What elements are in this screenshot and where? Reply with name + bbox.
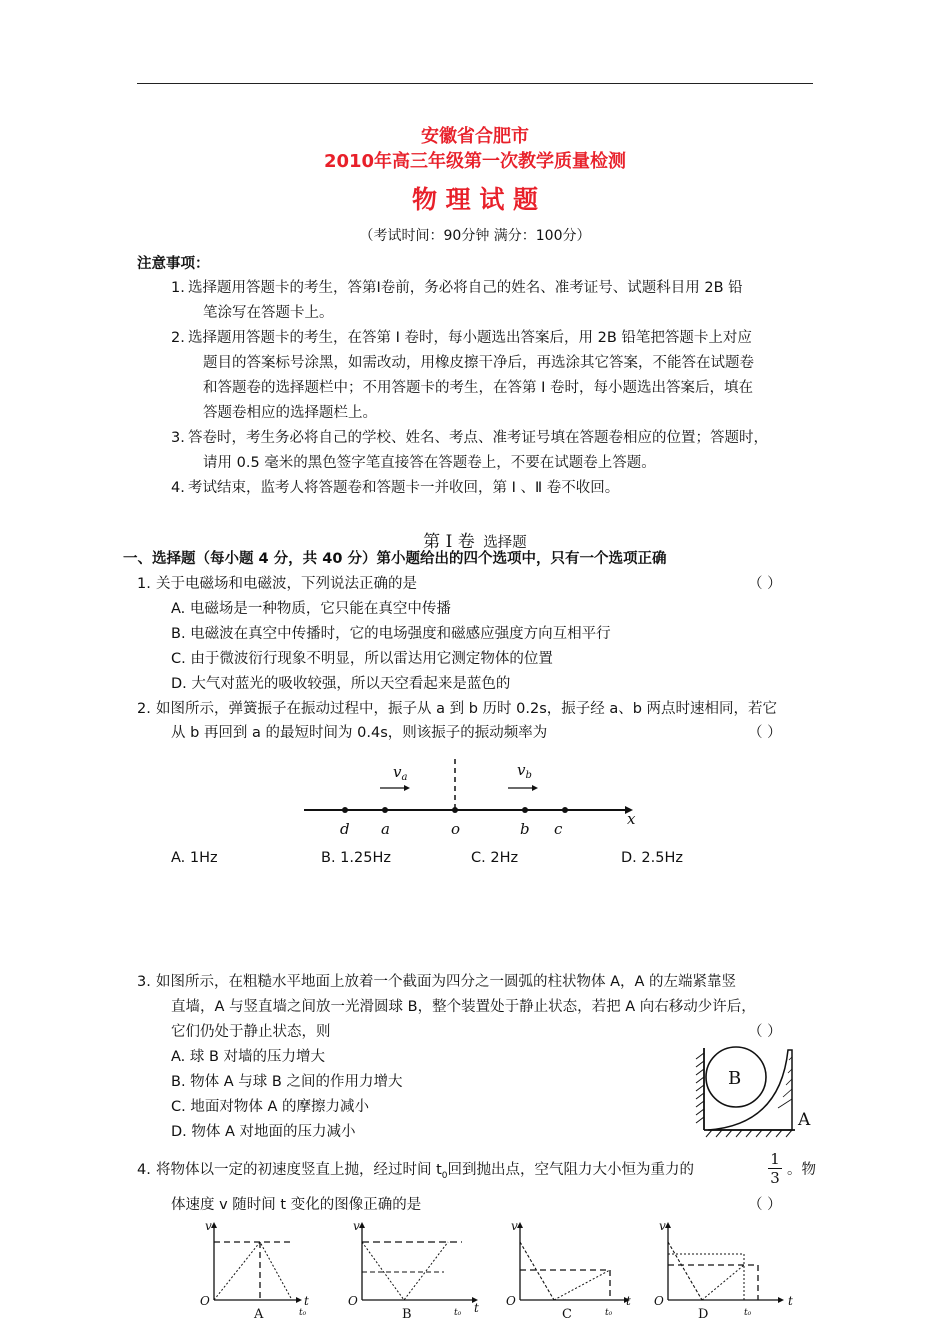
notice-text: 选择题用答题卡的考生，在答第 Ⅰ 卷时，每小题选出答案后，用 2B 铅笔把答题卡上对应 <box>188 330 752 346</box>
velocity-a-label: $v_a$ <box>393 763 408 783</box>
option-b: B. 物体 A 与球 B 之间的作用力增大 <box>171 1074 403 1090</box>
graph-d <box>650 1220 800 1320</box>
graph-label: D <box>698 1307 709 1320</box>
option-d: D. 2.5Hz <box>621 850 683 866</box>
question-stem: 如图所示，弹簧振子在振动过程中，振子从 a 到 b 历时 0.2s，振子经 a、b 两点时速相同，若它 <box>156 701 778 717</box>
axis-t-label: t <box>474 1301 479 1315</box>
option-a: A. 电磁场是一种物质，它只能在真空中传播 <box>171 601 451 617</box>
t0-label: t₀ <box>299 1308 307 1318</box>
question-number: 4. <box>137 1162 151 1178</box>
notice-number: 2. <box>171 330 185 346</box>
origin-label: O <box>506 1294 516 1308</box>
option-b: B. 电磁波在真空中传播时，它的电场强度和磁感应强度方向互相平行 <box>171 626 611 642</box>
fraction-one-third <box>768 1150 782 1187</box>
option-c: C. 由于微波衍行现象不明显，所以雷达用它测定物体的位置 <box>171 651 553 667</box>
oscillator-figure <box>300 755 645 840</box>
ball-b-label: B <box>728 1068 742 1089</box>
question-stem: 如图所示，在粗糙水平地面上放着一个截面为四分之一圆弧的柱状物体 A，A 的左端紧靠竖 <box>156 974 737 990</box>
section-title-main: 第 Ⅰ 卷 <box>423 532 475 552</box>
fraction-numerator: 1 <box>770 1150 780 1168</box>
axis-x-label: x <box>627 810 636 828</box>
notice-number: 3. <box>171 430 185 446</box>
axis-t-label: t <box>304 1294 309 1308</box>
option-d: D. 物体 A 对地面的压力减小 <box>171 1124 356 1140</box>
graph-b <box>344 1220 484 1320</box>
answer-blank[interactable]: （ ） <box>748 725 782 741</box>
option-c: C. 地面对物体 A 的摩擦力减小 <box>171 1099 369 1115</box>
header-rule <box>137 83 813 84</box>
question-number: 1. <box>137 576 151 592</box>
graph-a <box>196 1220 326 1320</box>
page-title: 物 理 试 题 <box>411 185 539 214</box>
origin-label: O <box>200 1294 210 1308</box>
t0-label: t₀ <box>605 1308 613 1318</box>
option-b: B. 1.25Hz <box>321 850 391 866</box>
notice-heading: 注意事项： <box>137 256 210 272</box>
exam-info: （考试时间：90分钟 满分：100分） <box>359 228 591 244</box>
graph-c <box>502 1220 637 1320</box>
axis-t-label: t <box>626 1294 631 1308</box>
question-stem-end: 。物 <box>787 1162 816 1178</box>
axis-v-label: v <box>659 1220 666 1233</box>
answer-blank[interactable]: （ ） <box>748 576 782 592</box>
axis-v-label: v <box>353 1220 360 1233</box>
notice-text: 答卷时，考生务必将自己的学校、姓名、考点、准考证号填在答题卷相应的位置；答题时， <box>188 430 768 446</box>
graph-label: A <box>254 1307 264 1320</box>
fraction-denominator: 3 <box>768 1168 782 1187</box>
axis-v-label: v <box>205 1220 212 1233</box>
option-a: A. 1Hz <box>171 850 218 866</box>
notice-text: 请用 0.5 毫米的黑色签字笔直接答在答题卷上，不要在试题卷上答题。 <box>203 455 656 471</box>
notice-text: 题目的答案标号涂黑，如需改动，用橡皮擦干净后，再选涂其它答案，不能答在试题卷 <box>203 355 754 371</box>
point-b-label: b <box>520 820 530 838</box>
section-instruction: 一、选择题（每小题 4 分，共 40 分）第小题给出的四个选项中，只有一个选项正确 <box>123 551 667 567</box>
t0-label: t₀ <box>744 1308 752 1318</box>
header-exam-name: 2010年高三年级第一次教学质量检测 <box>323 151 627 172</box>
notice-number: 4. <box>171 480 185 496</box>
question-stem: 将物体以一定的初速度竖直上抛，经过时间 $t_0$回到抛出点，空气阻力大小恒为重力的 <box>156 1162 695 1181</box>
t0-label: t₀ <box>454 1308 462 1318</box>
notice-text: 考试结束，监考人将答题卷和答题卡一并收回，第 Ⅰ 、Ⅱ 卷不收回。 <box>188 480 620 496</box>
section-title-sub: 选择题 <box>483 535 527 551</box>
point-c-label: c <box>554 820 563 838</box>
question-number: 2. <box>137 701 151 717</box>
graph-label: B <box>402 1307 412 1320</box>
notice-text: 答题卷相应的选择题栏上。 <box>203 405 377 421</box>
notice-text: 笔涂写在答题卡上。 <box>203 305 334 321</box>
question-stem: 关于电磁场和电磁波，下列说法正确的是 <box>156 576 417 592</box>
notice-text: 选择题用答题卡的考生，答第Ⅰ卷前，务必将自己的姓名、准考证号、试题科目用 2B 铅 <box>188 280 743 296</box>
notice-text: 和答题卷的选择题栏中；不用答题卡的考生，在答第 Ⅰ 卷时，每小题选出答案后，填在 <box>203 380 753 396</box>
question-stem: 它们仍处于静止状态，则 <box>171 1024 331 1040</box>
block-a-label: A <box>798 1110 811 1130</box>
option-d: D. 大气对蓝光的吸收较强，所以天空看起来是蓝色的 <box>171 676 511 692</box>
header-city: 安徽省合肥市 <box>421 126 529 147</box>
axis-t-label: t <box>788 1294 793 1308</box>
option-a: A. 球 B 对墙的压力增大 <box>171 1049 326 1065</box>
question-number: 3. <box>137 974 151 990</box>
origin-label: O <box>654 1294 664 1308</box>
answer-blank[interactable]: （ ） <box>748 1197 782 1213</box>
question-stem: 从 b 再回到 a 的最短时间为 0.4s，则该振子的振动频率为 <box>171 725 548 741</box>
velocity-b-label: $v_b$ <box>517 761 532 781</box>
notice-number: 1. <box>171 280 185 296</box>
wall-ball-figure <box>690 1045 818 1140</box>
point-o-label: o <box>451 820 461 838</box>
point-a-label: a <box>381 820 390 838</box>
option-c: C. 2Hz <box>471 850 519 866</box>
axis-v-label: v <box>511 1220 518 1233</box>
point-d-label: d <box>340 820 350 838</box>
answer-blank[interactable]: （ ） <box>748 1024 782 1040</box>
question-stem: 直墙，A 与竖直墙之间放一光滑圆球 B，整个装置处于静止状态，若把 A 向右移动少许后， <box>171 999 756 1015</box>
graph-label: C <box>562 1307 572 1320</box>
origin-label: O <box>348 1294 358 1308</box>
question-stem: 体速度 v 随时间 t 变化的图像正确的是 <box>171 1197 422 1213</box>
